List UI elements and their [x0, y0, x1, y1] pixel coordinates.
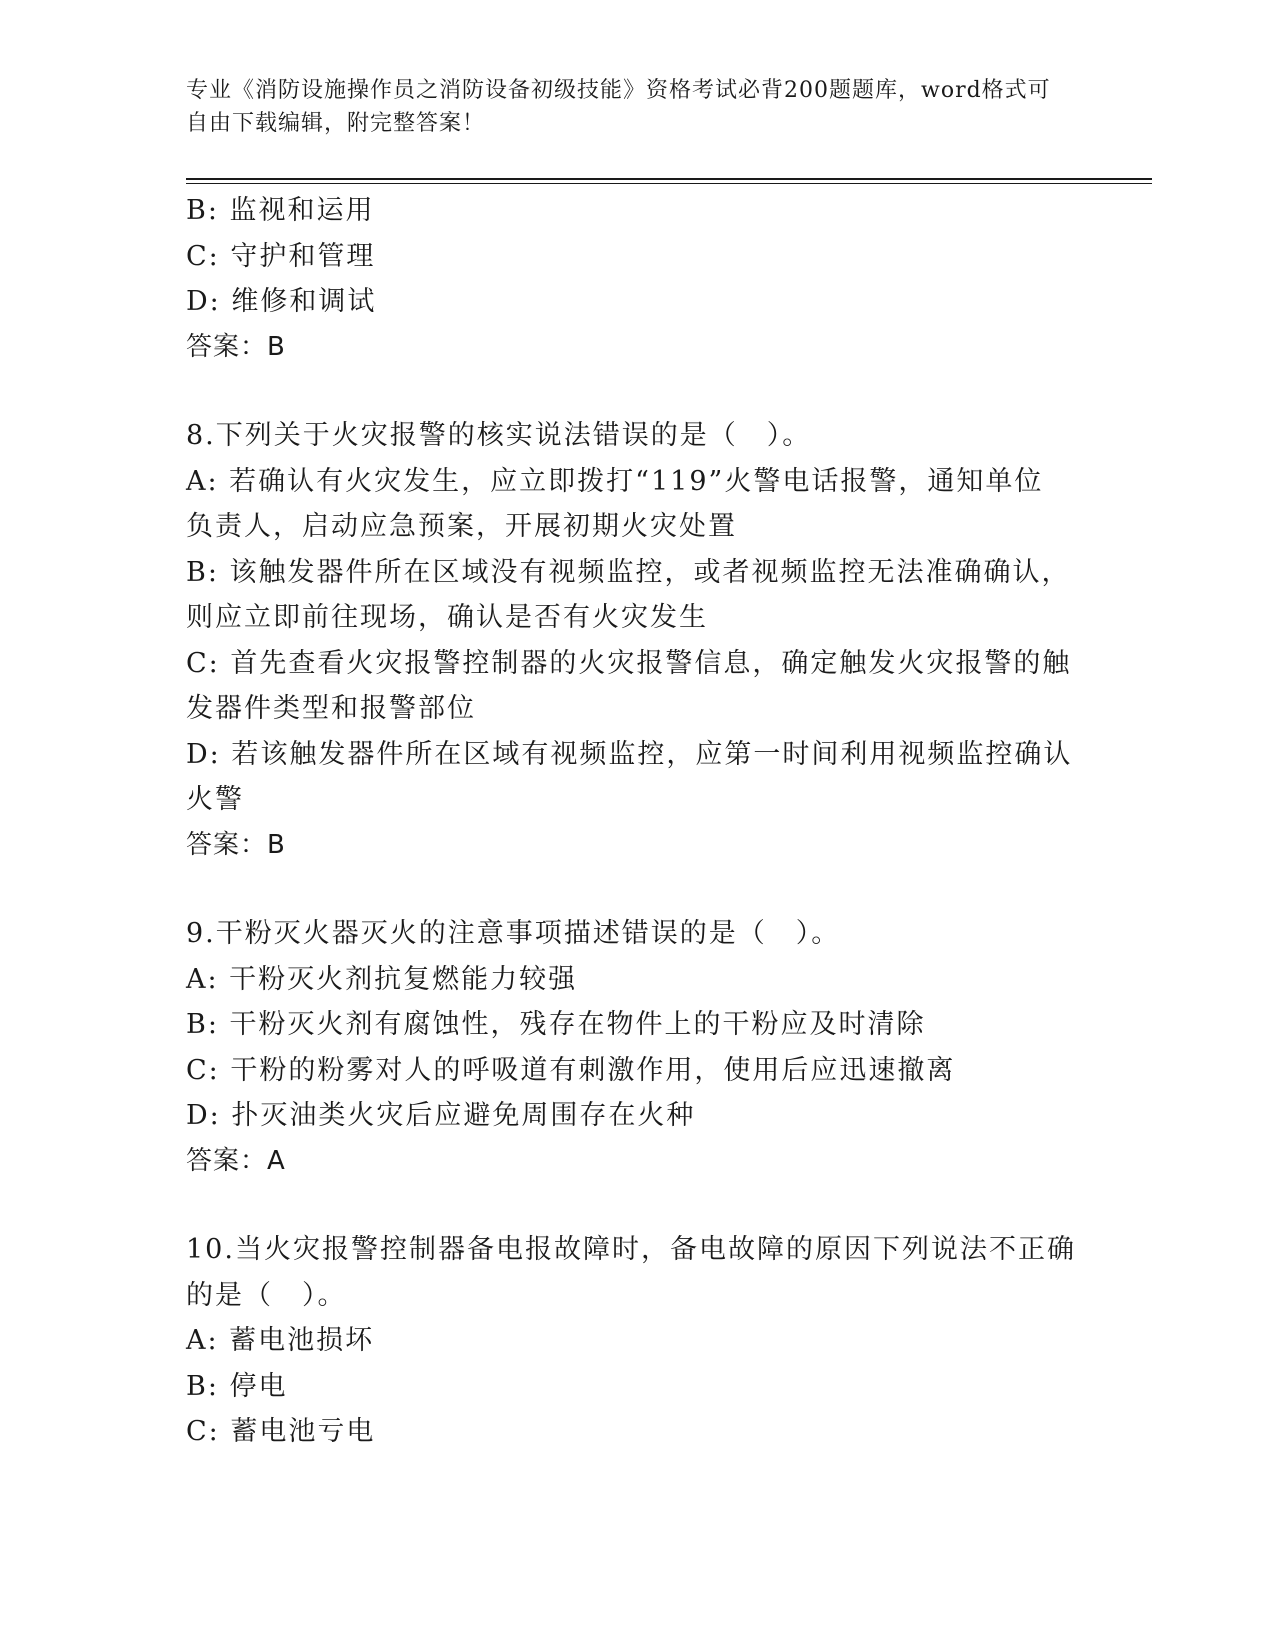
question-stem: 9.干粉灭火器灭火的注意事项描述错误的是（ ）。 — [186, 918, 841, 949]
header-rule-thin — [186, 183, 1152, 184]
option-d-line-2: 火警 — [186, 784, 244, 815]
option-b: B: 干粉灭火剂有腐蚀性，残存在物件上的干粉应及时清除 — [186, 1009, 926, 1040]
spacer — [186, 1184, 1066, 1227]
spacer — [186, 370, 1066, 413]
option-b-line-1: B: 该触发器件所在区域没有视频监控，或者视频监控无法准确确认， — [186, 556, 1071, 588]
previous-question-block — [186, 188, 1066, 370]
option-d: D: 维修和调试 — [186, 286, 377, 317]
option-a-line-2: 负责人，启动应急预案，开展初期火灾处置 — [186, 511, 737, 542]
option-c: C: 干粉的粉雾对人的呼吸道有刺激作用，使用后应迅速撤离 — [186, 1054, 956, 1086]
option-a: A: 干粉灭火剂抗复燃能力较强 — [186, 963, 578, 995]
question-content — [186, 188, 1076, 1455]
spacer — [186, 868, 1066, 911]
option-c-line-2: 发器件类型和报警部位 — [186, 693, 476, 724]
question-9-block — [186, 911, 1066, 1184]
document-header: 专业《消防设施操作员之消防设备初级技能》资格考试必背200题题库，word格式可自由下载编辑，附完整答案！ — [186, 78, 1051, 136]
question-stem: 8.下列关于火灾报警的核实说法错误的是（ ）。 — [186, 420, 812, 451]
option-d: D: 扑灭油类火灾后应避免周围存在火种 — [186, 1100, 696, 1131]
option-d-line-1: D: 若该触发器件所在区域有视频监控，应第一时间利用视频监控确认 — [186, 738, 1073, 770]
answer-line: 答案：B — [186, 829, 286, 860]
question-10-block — [186, 1227, 1076, 1455]
question-stem-line-2: 的是（ ）。 — [186, 1279, 347, 1311]
option-c: C: 守护和管理 — [186, 240, 376, 272]
option-c-line-1: C: 首先查看火灾报警控制器的火灾报警信息，确定触发火灾报警的触 — [186, 647, 1072, 679]
option-a-line-1: A: 若确认有火灾发生，应立即拨打“119”火警电话报警，通知单位 — [186, 465, 1044, 497]
answer-line: 答案：A — [186, 1145, 286, 1176]
option-b-line-2: 则应立即前往现场，确认是否有火灾发生 — [186, 602, 708, 633]
option-b: B: 监视和运用 — [186, 195, 375, 226]
header-rule-thick — [186, 178, 1152, 180]
option-c: C: 蓄电池亏电 — [186, 1416, 376, 1447]
option-a: A: 蓄电池损坏 — [186, 1325, 375, 1356]
answer-line: 答案：B — [186, 331, 286, 362]
question-stem-line-1: 10.当火灾报警控制器备电报故障时，备电故障的原因下列说法不正确 — [186, 1234, 1076, 1265]
question-8-block — [186, 413, 1073, 868]
option-b: B: 停电 — [186, 1370, 288, 1402]
